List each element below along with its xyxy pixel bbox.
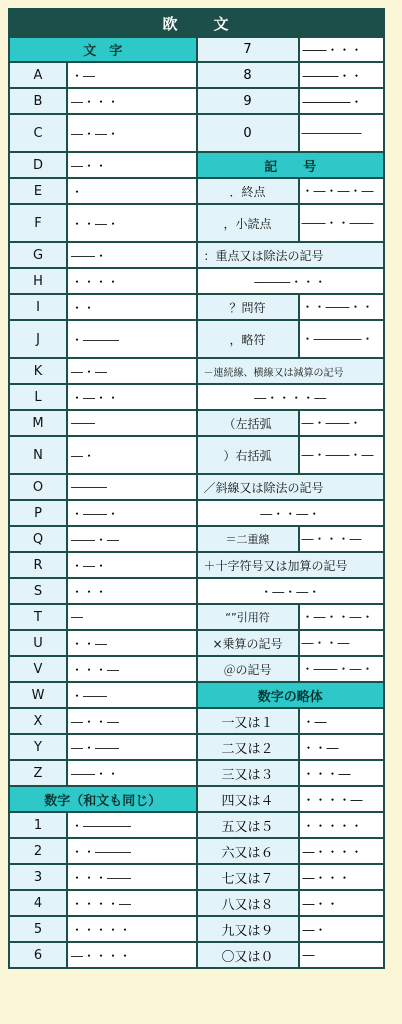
table-row: －連続線、横線又は減算の記号 [198, 359, 384, 383]
table-row: ？問符 ・・――・・ [198, 295, 384, 319]
table-row: ，略符 ・――――・ [198, 321, 384, 357]
table-row: P ・――・ [10, 501, 196, 525]
table-row: U ・・― [10, 631, 196, 655]
table-row: ―・・・・― [198, 385, 384, 409]
table-row: R ・―・ [10, 553, 196, 577]
table-row: 9 ――――・ [198, 89, 384, 113]
table-row: Q ――・― [10, 527, 196, 551]
table-row: ・―・―・ [198, 579, 384, 603]
abbr-header: 数字の略体 [198, 683, 384, 707]
table-row: ＋十字符号又は加算の記号 [198, 553, 384, 577]
table-row: O ――― [10, 475, 196, 499]
table-row: （左括弧 ―・――・ [198, 411, 384, 435]
table-row: 5 ・・・・・ [10, 917, 196, 941]
table-row: Z ――・・ [10, 761, 196, 785]
table-row: 七又は７ ―・・・ [198, 865, 384, 889]
table-title: 欧 文 [10, 10, 383, 36]
table-row: ）右括弧 ―・――・― [198, 437, 384, 473]
table-row: 五又は５ ・・・・・ [198, 813, 384, 837]
table-row: G ――・ [10, 243, 196, 267]
table-row: 4 ・・・・― [10, 891, 196, 915]
table-row: 〇又は０ ― [198, 943, 384, 967]
table-row: ／斜線又は除法の記号 [198, 475, 384, 499]
table-row: 四又は４ ・・・・― [198, 787, 384, 811]
table-row: 二又は２ ・・― [198, 735, 384, 759]
table-row: M ―― [10, 411, 196, 435]
table-row: 九又は９ ―・ [198, 917, 384, 941]
table-row: C ―・―・ [10, 115, 196, 151]
table-row: F ・・―・ [10, 205, 196, 241]
table-row: J ・――― [10, 321, 196, 357]
table-row: V ・・・― [10, 657, 196, 681]
right-column [198, 36, 384, 967]
table-row: 八又は８ ―・・ [198, 891, 384, 915]
left-column [10, 36, 196, 967]
table-row: ―・・―・ [198, 501, 384, 525]
morse-table [8, 8, 385, 969]
table-row: W ・―― [10, 683, 196, 707]
table-row: 1 ・―――― [10, 813, 196, 837]
table-row: T ― [10, 605, 196, 629]
table-row: I ・・ [10, 295, 196, 319]
table-row: 三又は３ ・・・― [198, 761, 384, 785]
table-row: H ・・・・ [10, 269, 196, 293]
table-row: Y ―・―― [10, 735, 196, 759]
letters-header: 文 字 [10, 38, 196, 61]
table-row: 六又は６ ―・・・・ [198, 839, 384, 863]
table-row: S ・・・ [10, 579, 196, 603]
table-row: 3 ・・・―― [10, 865, 196, 889]
table-row: N ―・ [10, 437, 196, 473]
table-row: A ・― [10, 63, 196, 87]
table-row: 一又は１ ・― [198, 709, 384, 733]
table-row: ，小読点 ――・・―― [198, 205, 384, 241]
table-row: 7 ――・・・ [198, 38, 384, 61]
table-row: ＠の記号 ・――・―・ [198, 657, 384, 681]
table-row: “”引用符 ・―・・―・ [198, 605, 384, 629]
table-row: B ―・・・ [10, 89, 196, 113]
digits-header: 数字（和文も同じ） [10, 787, 196, 811]
table-row: 0 ――――― [198, 115, 384, 151]
table-row: 6 ―・・・・ [10, 943, 196, 967]
table-row: X ―・・― [10, 709, 196, 733]
table-row: ．終点 ・―・―・― [198, 179, 384, 203]
table-row: K ―・― [10, 359, 196, 383]
table-row: ×乗算の記号 ―・・― [198, 631, 384, 655]
table-row: L ・―・・ [10, 385, 196, 409]
table-row: ―――・・・ [198, 269, 384, 293]
table-row: ：重点又は除法の記号 [198, 243, 384, 267]
table-row: E ・ [10, 179, 196, 203]
table-row: 2 ・・――― [10, 839, 196, 863]
symbols-header: 記 号 [198, 153, 384, 177]
table-row: D ―・・ [10, 153, 196, 177]
table-row: 8 ―――・・ [198, 63, 384, 87]
table-row: ＝二重線 ―・・・― [198, 527, 384, 551]
